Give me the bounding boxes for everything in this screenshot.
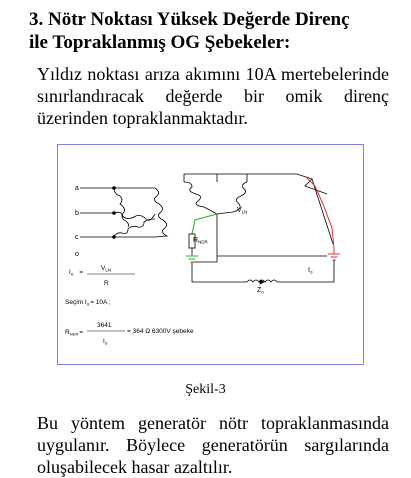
zo-label: $Z_o$	[257, 287, 264, 295]
figure-frame	[58, 145, 364, 365]
svg-text:= 364 Ω 6300V şebeke: = 364 Ω 6300V şebeke	[127, 328, 194, 335]
circuit-diagram	[57, 144, 364, 365]
phase-label-a: a	[75, 185, 79, 192]
svg-text:Io: $I_o$	[103, 338, 108, 346]
svg-text:R: R	[104, 280, 109, 287]
svg-text:RNDR=: $R_{NDR}=$	[65, 329, 84, 337]
paragraph-2: Bu yöntem generatör nötr topraklanmasında uygulanır. Böylece generatörün sargılarında oluşabilecek hasar azaltılır.	[37, 413, 389, 477]
svg-text:Io=: $I_o$ =	[69, 269, 84, 277]
circuit-figure	[57, 144, 364, 365]
vln-label: $V_{LN}$	[237, 207, 248, 215]
svg-text:Seçim Io= 10A ;: Seçim $I_o= 10A$ ;	[65, 299, 111, 307]
section-heading	[29, 8, 389, 54]
heading-line-1: 3. Nötr Noktası Yüksek Değerde Direnç	[29, 9, 350, 30]
io-label: $I_o$	[308, 267, 313, 275]
svg-text:3641: 3641	[97, 322, 112, 329]
svg-text:VLN: $V_{LN}$	[101, 265, 112, 273]
rndr-label: $R_{NDR}$	[193, 237, 208, 245]
phase-label-b: b	[75, 210, 79, 217]
phase-label-c: c	[75, 234, 79, 241]
phase-label-o: o	[75, 251, 79, 258]
paragraph-1: Yıldız noktası arıza akımını 10A mertebelerinde sınırlandıracak değerde bir omik direnç üzerinden topraklanmaktadır.	[37, 64, 389, 128]
figure-caption: Şekil-3	[185, 382, 226, 397]
heading-line-2: ile Topraklanmış OG Şebekeler:	[29, 32, 291, 53]
